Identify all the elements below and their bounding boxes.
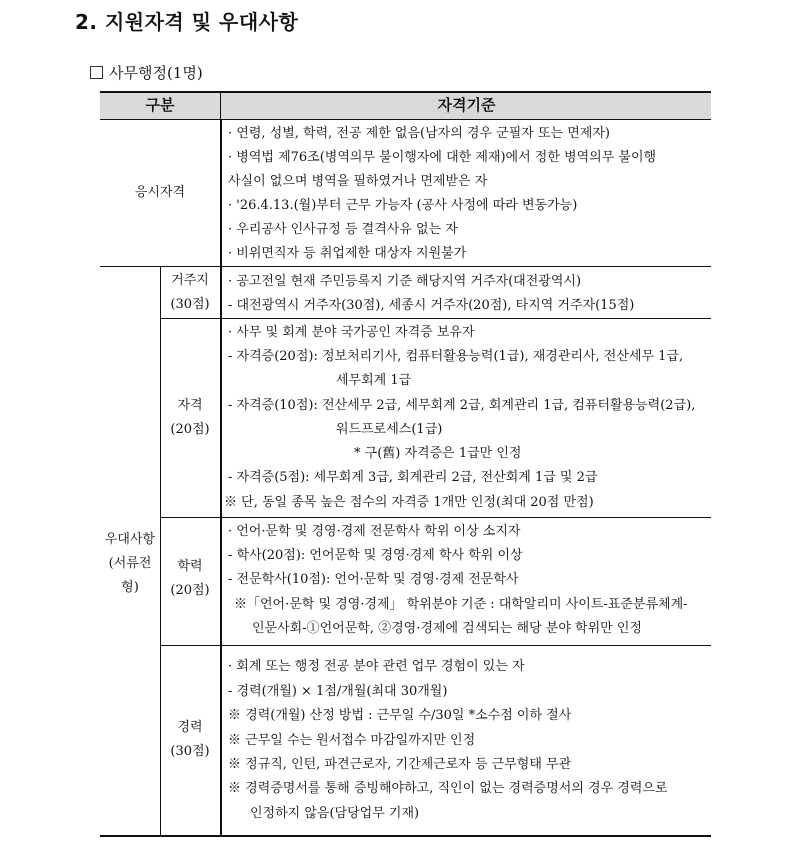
residence-line: - 대전광역시 거주자(30점), 세종시 거주자(20점), 타지역 거주자(15점) (228, 298, 635, 313)
experience-line: ※ 경력(개월) 산정 방법 : 근무일 수/30일 *소수점 이하 절사 (228, 708, 572, 723)
education-divider (160, 645, 711, 646)
experience-line: 인정하지 않음(담당업무 기재) (250, 806, 420, 821)
certificate-label (160, 394, 220, 442)
eligibility-line: · 비위면직자 등 취업제한 대상자 지원불가 (228, 246, 467, 261)
experience-line: - 경력(개월) × 1점/개월(최대 30개월) (228, 684, 448, 699)
residence-label (160, 269, 220, 317)
preference-column-divider (220, 267, 222, 835)
certificate-line: - 자격증(20점): 정보처리기사, 컴퓨터활용능력(1급), 재경관리사, 전산세무 1급, (228, 349, 684, 364)
preference-label (100, 528, 160, 600)
experience-label-text: 경력 (177, 720, 203, 735)
residence-points: (30점) (170, 297, 210, 312)
header-category: 구분 (145, 96, 175, 114)
section-title: 2. 지원자격 및 우대사항 (75, 10, 299, 34)
residence-label-text: 거주지 (171, 273, 209, 288)
header-criteria: 자격기준 (437, 96, 496, 114)
education-line: · 언어·문학 및 경영·경제 전문학사 학위 이상 소지자 (228, 524, 521, 539)
certificate-line: 세무회계 1급 (336, 373, 412, 388)
education-line: - 학사(20점): 언어문학 및 경영·경제 학사 학위 이상 (228, 548, 523, 563)
certificate-line: - 자격증(5점): 세무회계 3급, 회계관리 2급, 전산회계 1급 및 2급 (228, 470, 598, 485)
header-column-divider (220, 91, 221, 119)
education-line: 인문사회-①언어문학, ②경영·경제에 검색되는 해당 분야 학위만 인정 (252, 621, 642, 636)
subsection-label: 사무행정(1명) (109, 64, 203, 82)
certificate-line: * 구(舊) 자격증은 1급만 인정 (354, 446, 522, 461)
education-label (160, 555, 220, 603)
education-line: - 전문학사(10점): 언어·문학 및 경영·경제 전문학사 (228, 572, 519, 587)
education-label-text: 학력 (177, 559, 203, 574)
residence-divider (160, 318, 711, 319)
eligibility-line: · 우리공사 인사규정 등 결격사유 없는 자 (228, 222, 458, 237)
eligibility-line: 사실이 없으며 병역을 필하였거나 면제받은 자 (228, 174, 488, 189)
experience-line: · 회계 또는 행정 전공 분야 관련 업무 경험이 있는 자 (228, 659, 525, 674)
eligibility-label: 응시자격 (134, 185, 186, 200)
certificate-points: (20점) (170, 422, 210, 437)
eligibility-column-divider (220, 119, 222, 266)
header-divider (100, 119, 711, 120)
experience-label (160, 716, 220, 764)
education-points: (20점) (170, 583, 210, 598)
subsection-title (90, 62, 203, 83)
certificate-divider (160, 517, 711, 518)
eligibility-line: · 연령, 성별, 학력, 전공 제한 없음(남자의 경우 군필자 또는 면제자) (228, 126, 610, 141)
experience-line: ※ 근무일 수는 원서접수 마감일까지만 인정 (228, 733, 476, 748)
education-line: ※「언어·문학 및 경영·경제」 학위분야 기준 : 대학알리미 사이트-표준분류체계- (234, 597, 688, 612)
residence-line: · 공고전일 현재 주민등록지 기준 해당지역 거주자(대전광역시) (228, 274, 582, 289)
eligibility-line: · '26.4.13.(월)부터 근무 가능자 (공사 사정에 따라 변동가능) (228, 198, 578, 213)
eligibility-line: · 병역법 제76조(병역의무 불이행자에 대한 제재)에서 정한 병역의무 불이행 (228, 150, 657, 165)
experience-line: ※ 정규직, 인턴, 파견근로자, 기간제근로자 등 근무형태 무관 (228, 757, 572, 772)
table-top-border (100, 91, 711, 93)
preference-label-line2: (서류전형) (108, 556, 152, 595)
checkbox-square-icon (90, 66, 103, 79)
experience-points: (30점) (170, 744, 210, 759)
preference-label-line1: 우대사항 (104, 532, 156, 547)
certificate-label-text: 자격 (177, 398, 203, 413)
certificate-line: 워드프로세스(1급) (336, 422, 443, 437)
certificate-line: ※ 단, 동일 종목 높은 점수의 자격증 1개만 인정(최대 20점 만점) (224, 495, 594, 510)
experience-line: ※ 경력증명서를 통해 증빙해야하고, 직인이 없는 경력증명서의 경우 경력으로 (228, 781, 668, 796)
eligibility-table (100, 91, 711, 837)
table-bottom-border (100, 835, 711, 837)
certificate-line: - 자격증(10점): 전산세무 2급, 세무회계 2급, 회계관리 1급, 컴퓨터활용능력(2급), (228, 398, 696, 413)
certificate-line: · 사무 및 회계 분야 국가공인 자격증 보유자 (228, 325, 475, 340)
eligibility-divider (100, 266, 711, 267)
